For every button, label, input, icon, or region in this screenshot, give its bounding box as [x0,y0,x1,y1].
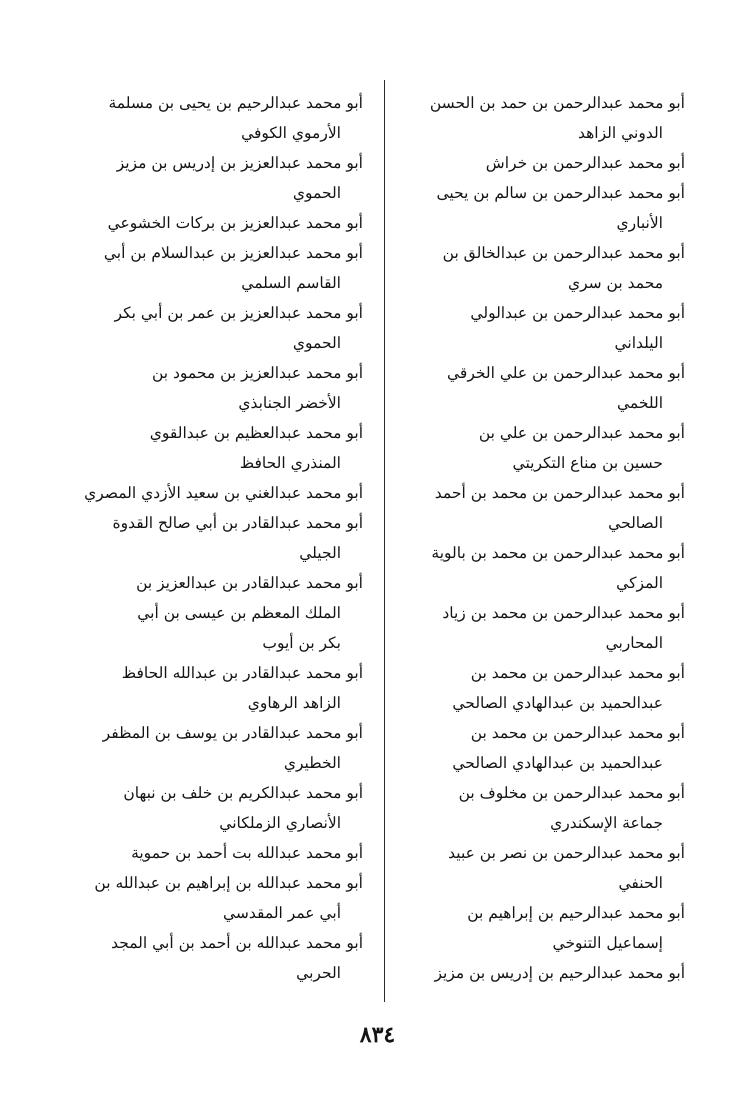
entry-continuation-line: القاسم السلمي [241,274,341,292]
index-entry [63,508,363,568]
entry-continuation-line: الدوني الزاهد [577,124,663,142]
entry-continuation-line: عبدالحميد بن عبدالهادي الصالحي [452,754,663,772]
entry-continuation-line: اليلداني [614,334,663,352]
index-entry [385,418,685,478]
index-entry [63,418,363,478]
index-entry [385,658,685,718]
entry-first-line: أبو محمد عبدالله بت أحمد بن حموية [131,844,363,862]
index-entry [63,778,363,838]
index-entry [385,778,685,838]
entry-continuation-line: الأخضر الجنابذي [238,394,341,412]
entry-first-line: أبو محمد عبدالرحمن بن محمد بن [470,664,685,682]
right-column [385,88,685,988]
index-entry [63,868,363,928]
index-entry [385,178,685,238]
page-number: ٨٣٤ [359,1022,396,1048]
index-entry [63,88,363,148]
entry-first-line: أبو محمد عبدالعزيز بن إدريس بن مزيز [116,154,363,172]
index-entry [63,628,363,658]
entry-first-line: أبو محمد عبدالرحمن بن حمد بن الحسن [429,94,685,112]
index-entry [385,358,685,418]
entry-continuation-line: الأنباري [616,214,663,232]
entry-first-line: أبو محمد عبدالعزيز بن بركات الخشوعي [107,214,363,232]
index-entry [385,958,685,988]
index-entry [63,658,363,718]
entry-continuation-line: الأنصاري الزملكاني [219,814,341,832]
entry-continuation-line: عبدالحميد بن عبدالهادي الصالحي [452,694,663,712]
index-entry [385,718,685,778]
entry-continuation-line: المنذري الحافظ [239,454,341,472]
entry-first-line: أبو محمد عبدالرحيم بن إبراهيم بن [467,904,685,922]
index-entry [385,898,685,958]
entry-continuation-line: جماعة الإسكندري [550,814,663,832]
entry-first-line: أبو محمد عبدالرحيم بن إدريس بن مزيز [434,964,685,982]
index-entry [63,718,363,778]
entry-first-line: أبو محمد عبدالرحمن بن علي بن [478,424,685,442]
index-entry [63,238,363,298]
entry-first-line: أبو محمد عبدالرحمن بن عبدالخالق بن [442,244,685,262]
entry-continuation-line: المحاربي [605,634,663,652]
index-entry [63,208,363,238]
entry-continuation-line: حسين بن مناع التكريتي [512,454,663,472]
index-entry [63,298,363,358]
index-entry [385,538,685,598]
entry-first-line: أبو محمد عبدالقادر بن أبي صالح القدوة [112,514,363,532]
entry-continuation-line: الجيلي [299,544,341,562]
entry-continuation-line: الحموي [292,184,341,202]
entry-first-line: أبو محمد عبدالعظيم بن عبدالقوي [149,424,363,442]
column-divider [384,80,385,1002]
entry-continuation-line: الحنفي [618,874,663,892]
entry-first-line: أبو محمد عبدالرحمن بن محمد بن بالوية [431,544,685,562]
index-entry [63,928,363,988]
index-entry [63,478,363,508]
entry-first-line: أبو محمد عبدالرحمن بن نصر بن عبيد [448,844,685,862]
entry-continuation-line: الأرموي الكوفي [241,124,341,142]
index-entry [63,568,363,628]
entry-first-line: أبو محمد عبدالله بن أحمد بن أبي المجد [111,934,363,952]
entry-first-line: أبو محمد عبدالرحمن بن مخلوف بن [458,784,685,802]
entry-first-line: أبو محمد عبدالقادر بن عبدالعزيز بن [136,574,363,592]
entry-first-line: أبو محمد عبدالرحمن بن خراش [485,154,685,172]
index-entry [63,358,363,418]
entry-continuation-line: إسماعيل التنوخي [552,934,663,952]
index-entry [385,148,685,178]
entry-first-line: أبو محمد عبدالله بن إبراهيم بن عبدالله بن [94,874,363,892]
entry-continuation-line: الحموي [292,334,341,352]
entry-continuation-line: بكر بن أيوب [262,634,341,652]
index-entry [385,478,685,538]
index-entry [385,88,685,148]
index-entry [385,598,685,658]
entry-first-line: أبو محمد عبدالرحمن بن محمد بن أحمد [434,484,685,502]
entry-first-line: أبو محمد عبدالرحمن بن سالم بن يحيى [436,184,685,202]
entry-first-line: أبو محمد عبدالرحيم بن يحيى بن مسلمة [108,94,363,112]
index-entry [385,298,685,358]
entry-first-line: أبو محمد عبدالعزيز بن عمر بن أبي بكر [114,304,363,322]
entry-continuation-line: الزاهد الرهاوي [247,694,341,712]
entry-continuation-line: المزكي [616,574,663,592]
index-entry [63,148,363,208]
entry-first-line: أبو محمد عبدالرحمن بن محمد بن زياد [442,604,685,622]
index-entry [385,838,685,898]
entry-first-line: أبو محمد عبدالرحمن بن محمد بن [470,724,685,742]
entry-continuation-line: محمد بن سري [567,274,663,292]
entry-first-line: أبو محمد عبدالكريم بن خلف بن نبهان [123,784,363,802]
entry-continuation-line: الملك المعظم بن عيسى بن أبي [137,604,341,622]
entry-first-line: أبو محمد عبدالعزيز بن محمود بن [151,364,363,382]
entry-continuation-line: اللخمي [616,394,663,412]
entry-continuation-line: الصالحي [608,514,663,532]
entry-continuation-line: أبي عمر المقدسي [222,904,341,922]
entry-first-line: أبو محمد عبدالرحمن بن علي الخرقي [447,364,685,382]
entry-first-line: أبو محمد عبدالقادر بن يوسف بن المظفر [102,724,363,742]
entry-continuation-line: الخطيري [283,754,341,772]
entry-first-line: أبو محمد عبدالغني بن سعيد الأزدي المصري [84,484,363,502]
left-column [63,88,363,988]
entry-continuation-line: الحربي [296,964,341,982]
entry-first-line: أبو محمد عبدالعزيز بن عبدالسلام بن أبي [103,244,363,262]
index-entry [63,838,363,868]
index-entry [385,238,685,298]
entry-first-line: أبو محمد عبدالقادر بن عبدالله الحافظ [121,664,363,682]
entry-first-line: أبو محمد عبدالرحمن بن عبدالولي [470,304,685,322]
